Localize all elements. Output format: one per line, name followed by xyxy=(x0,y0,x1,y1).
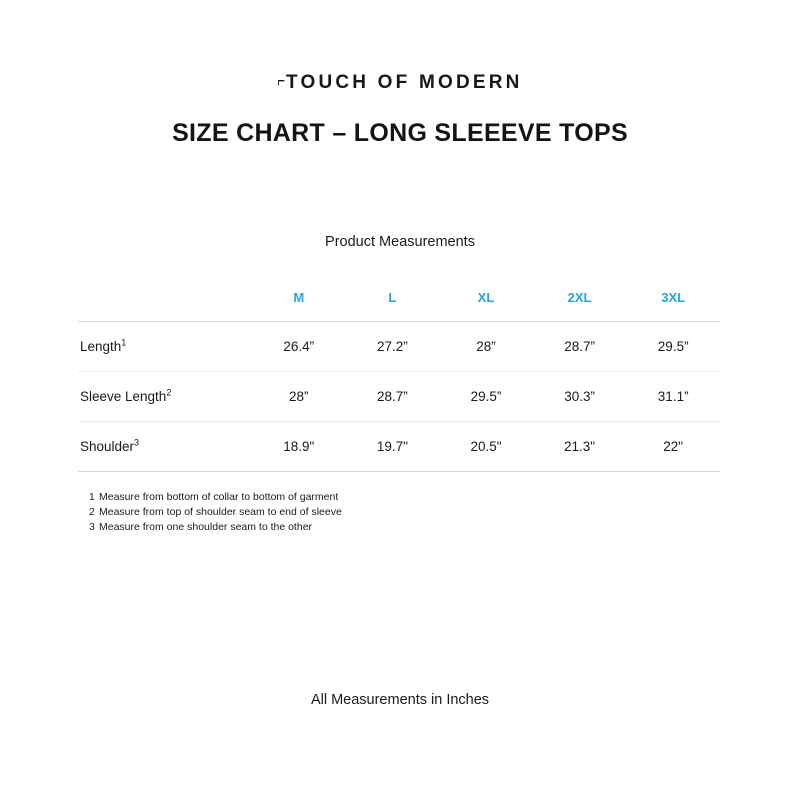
column-header-m: M xyxy=(252,290,346,322)
cell-sleeve-xl: 29.5” xyxy=(439,372,533,422)
cell-sleeve-l: 28.7” xyxy=(346,372,440,422)
column-header-xl: XL xyxy=(439,290,533,322)
size-chart-table-wrap xyxy=(78,290,720,472)
row-label-text: Shoulder xyxy=(80,439,135,454)
footnote-text: Measure from bottom of collar to bottom of garment xyxy=(99,491,339,503)
footnote-number: 1 xyxy=(89,491,95,503)
row-footnote-marker: 1 xyxy=(121,337,127,348)
measurement-units-note: All Measurements in Inches xyxy=(310,692,490,708)
cell-shoulder-m: 18.9" xyxy=(252,422,346,472)
cell-shoulder-xl: 20.5" xyxy=(439,422,533,472)
column-header-l: L xyxy=(346,290,440,322)
row-label-shoulder xyxy=(78,422,252,472)
table-header-row xyxy=(78,290,720,322)
footnote-number: 2 xyxy=(89,506,95,519)
footnote-1 xyxy=(89,490,342,505)
cell-length-l: 27.2” xyxy=(346,322,440,372)
row-footnote-marker: 2 xyxy=(166,387,172,398)
page-title: SIZE CHART – LONG SLEEEVE TOPS xyxy=(172,119,628,147)
footnotes-list xyxy=(89,490,342,536)
cell-shoulder-l: 19.7" xyxy=(346,422,440,472)
cell-sleeve-2xl: 30.3” xyxy=(533,372,627,422)
row-label-text: Sleeve Length xyxy=(80,389,167,404)
footnote-number: 3 xyxy=(89,521,95,534)
section-heading: Product Measurements xyxy=(325,234,475,250)
row-label-text: Length xyxy=(80,339,122,354)
cell-sleeve-3xl: 31.1” xyxy=(626,372,720,422)
column-header-3xl: 3XL xyxy=(626,290,720,322)
row-label-sleeve-length xyxy=(78,372,252,422)
table-header xyxy=(78,290,720,322)
brand-logo xyxy=(0,69,800,94)
cell-length-3xl: 29.5” xyxy=(626,322,720,372)
cell-length-2xl: 28.7” xyxy=(533,322,627,372)
size-chart-table xyxy=(78,290,720,472)
logo-tick-icon: ⌐ xyxy=(277,69,285,92)
column-header-2xl: 2XL xyxy=(533,290,627,322)
footnote-text: Measure from top of shoulder seam to end of sleeve xyxy=(99,506,342,519)
footnote-2 xyxy=(89,505,342,520)
table-row xyxy=(78,372,720,422)
table-row xyxy=(78,422,720,472)
cell-length-xl: 28” xyxy=(439,322,533,372)
footnote-3 xyxy=(89,520,342,535)
table-body xyxy=(78,322,720,472)
column-header-measurement xyxy=(78,290,252,322)
table-row xyxy=(78,322,720,372)
brand-name: TOUCH OF MODERN xyxy=(286,72,523,93)
cell-shoulder-2xl: 21.3" xyxy=(533,422,627,472)
row-footnote-marker: 3 xyxy=(134,437,140,448)
row-label-length xyxy=(78,322,252,372)
cell-sleeve-m: 28” xyxy=(252,372,346,422)
footnote-text: Measure from one shoulder seam to the other xyxy=(99,521,313,534)
cell-shoulder-3xl: 22" xyxy=(626,422,720,472)
cell-length-m: 26.4” xyxy=(252,322,346,372)
